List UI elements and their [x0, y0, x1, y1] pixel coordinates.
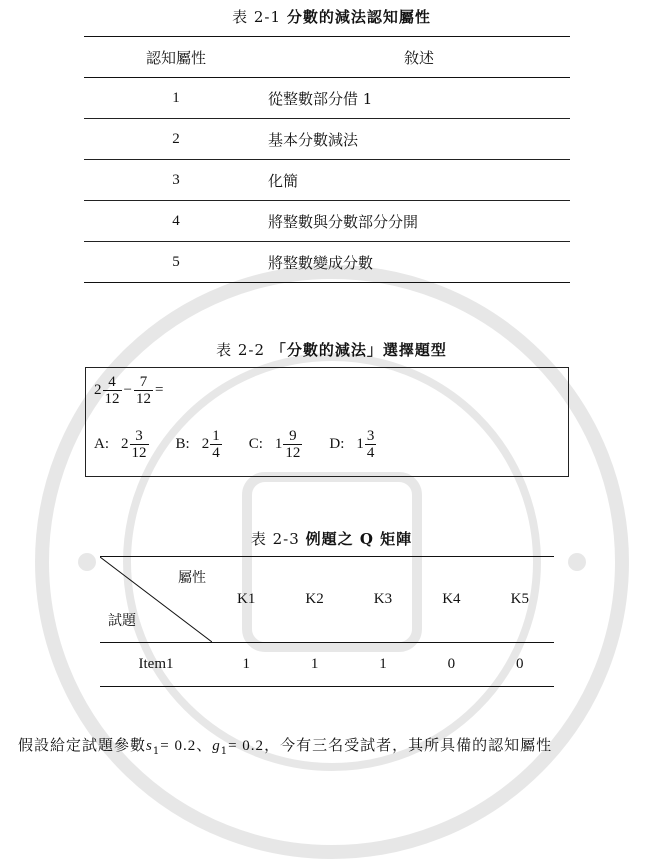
attribute-id: 3	[84, 160, 268, 201]
table-row	[100, 643, 554, 687]
option-whole: 2	[121, 436, 129, 452]
fraction-denominator: 12	[104, 391, 120, 407]
var-s: s	[146, 738, 153, 754]
corner-label-item: 試題	[108, 613, 136, 629]
paragraph-text: ，今有三名受試者，其所具備的認知屬性	[264, 736, 553, 754]
attribute-description: 從整數部分借 1	[268, 78, 570, 119]
column-header: K1	[212, 557, 280, 643]
option-a	[94, 428, 150, 461]
body-paragraph	[18, 734, 663, 757]
column-header: K2	[280, 557, 348, 643]
attribute-description: 將整數變成分數	[268, 242, 570, 283]
column-header: K4	[417, 557, 485, 643]
corner-label-attribute: 屬性	[178, 570, 206, 586]
table-row	[84, 160, 570, 201]
fraction-numerator: 7	[139, 374, 148, 390]
column-header: K3	[349, 557, 417, 643]
fraction-numerator: 3	[366, 428, 375, 444]
option-label: A:	[94, 436, 109, 452]
value-s: = 0.2	[160, 738, 197, 754]
matrix-cell: 1	[212, 643, 280, 687]
option-label: B:	[175, 436, 190, 452]
question-whole: 2	[94, 382, 102, 398]
question-fraction-2	[134, 374, 153, 407]
attribute-description: 將整數與分數部分分開	[268, 201, 570, 242]
option-c	[249, 428, 304, 461]
option-fraction	[130, 428, 149, 461]
fraction-denominator: 4	[366, 445, 375, 461]
table-row	[84, 242, 570, 283]
table-row	[84, 201, 570, 242]
diagonal-header-cell	[100, 557, 212, 643]
fraction-numerator: 4	[108, 374, 116, 390]
option-whole: 1	[274, 436, 283, 452]
fraction-numerator: 9	[289, 428, 297, 444]
option-d	[329, 428, 377, 461]
fraction-denominator: 12	[131, 445, 147, 461]
header-attribute: 認知屬性	[84, 37, 268, 78]
table-row	[84, 119, 570, 160]
paragraph-text: 假設給定試題參數	[18, 736, 147, 754]
fraction-denominator: 12	[285, 445, 301, 461]
matrix-cell: 1	[349, 643, 417, 687]
question-expression	[94, 374, 164, 407]
option-fraction	[210, 428, 222, 461]
option-label: D:	[329, 436, 345, 452]
var-g: g	[212, 738, 221, 754]
table2-caption: 表 2-2 「分數的減法」選擇題型	[216, 341, 447, 359]
attribute-description: 化簡	[268, 160, 570, 201]
attribute-id: 1	[84, 78, 268, 119]
q-matrix-table	[100, 556, 554, 687]
equals-sign: =	[154, 382, 164, 398]
column-header: K5	[486, 557, 554, 643]
table1-caption: 表 2-1 分數的減法認知屬性	[232, 8, 431, 26]
fraction-numerator: 3	[135, 428, 143, 444]
matrix-cell: 1	[280, 643, 348, 687]
fraction-denominator: 4	[212, 445, 220, 461]
answer-options	[94, 428, 403, 461]
attribute-id: 4	[84, 201, 268, 242]
attribute-description: 基本分數減法	[268, 119, 570, 160]
matrix-cell: 0	[486, 643, 554, 687]
table3-caption: 表 2-3 例題之 Q 矩陣	[250, 530, 413, 548]
option-whole: 1	[356, 436, 364, 452]
table-header-row	[100, 557, 554, 643]
header-description: 敘述	[268, 37, 570, 78]
option-fraction	[283, 428, 302, 461]
option-b	[176, 428, 223, 461]
var-g-subscript: 1	[220, 746, 229, 757]
option-whole: 2	[201, 436, 210, 452]
option-label: C:	[248, 436, 263, 452]
minus-sign: −	[123, 382, 132, 398]
question-box	[85, 367, 569, 477]
fraction-denominator: 12	[135, 391, 151, 407]
attribute-id: 2	[84, 119, 268, 160]
item-label: Item1	[100, 643, 212, 687]
question-fraction-1	[103, 374, 122, 407]
value-g: = 0.2	[228, 738, 265, 754]
var-s-subscript: 1	[152, 746, 161, 757]
table-header-row	[84, 37, 570, 78]
separator: 、	[196, 736, 213, 754]
attribute-id: 5	[84, 242, 268, 283]
matrix-cell: 0	[417, 643, 485, 687]
option-fraction	[365, 428, 377, 461]
table-row	[84, 78, 570, 119]
cognitive-attributes-table	[84, 36, 570, 283]
fraction-numerator: 1	[212, 428, 220, 444]
